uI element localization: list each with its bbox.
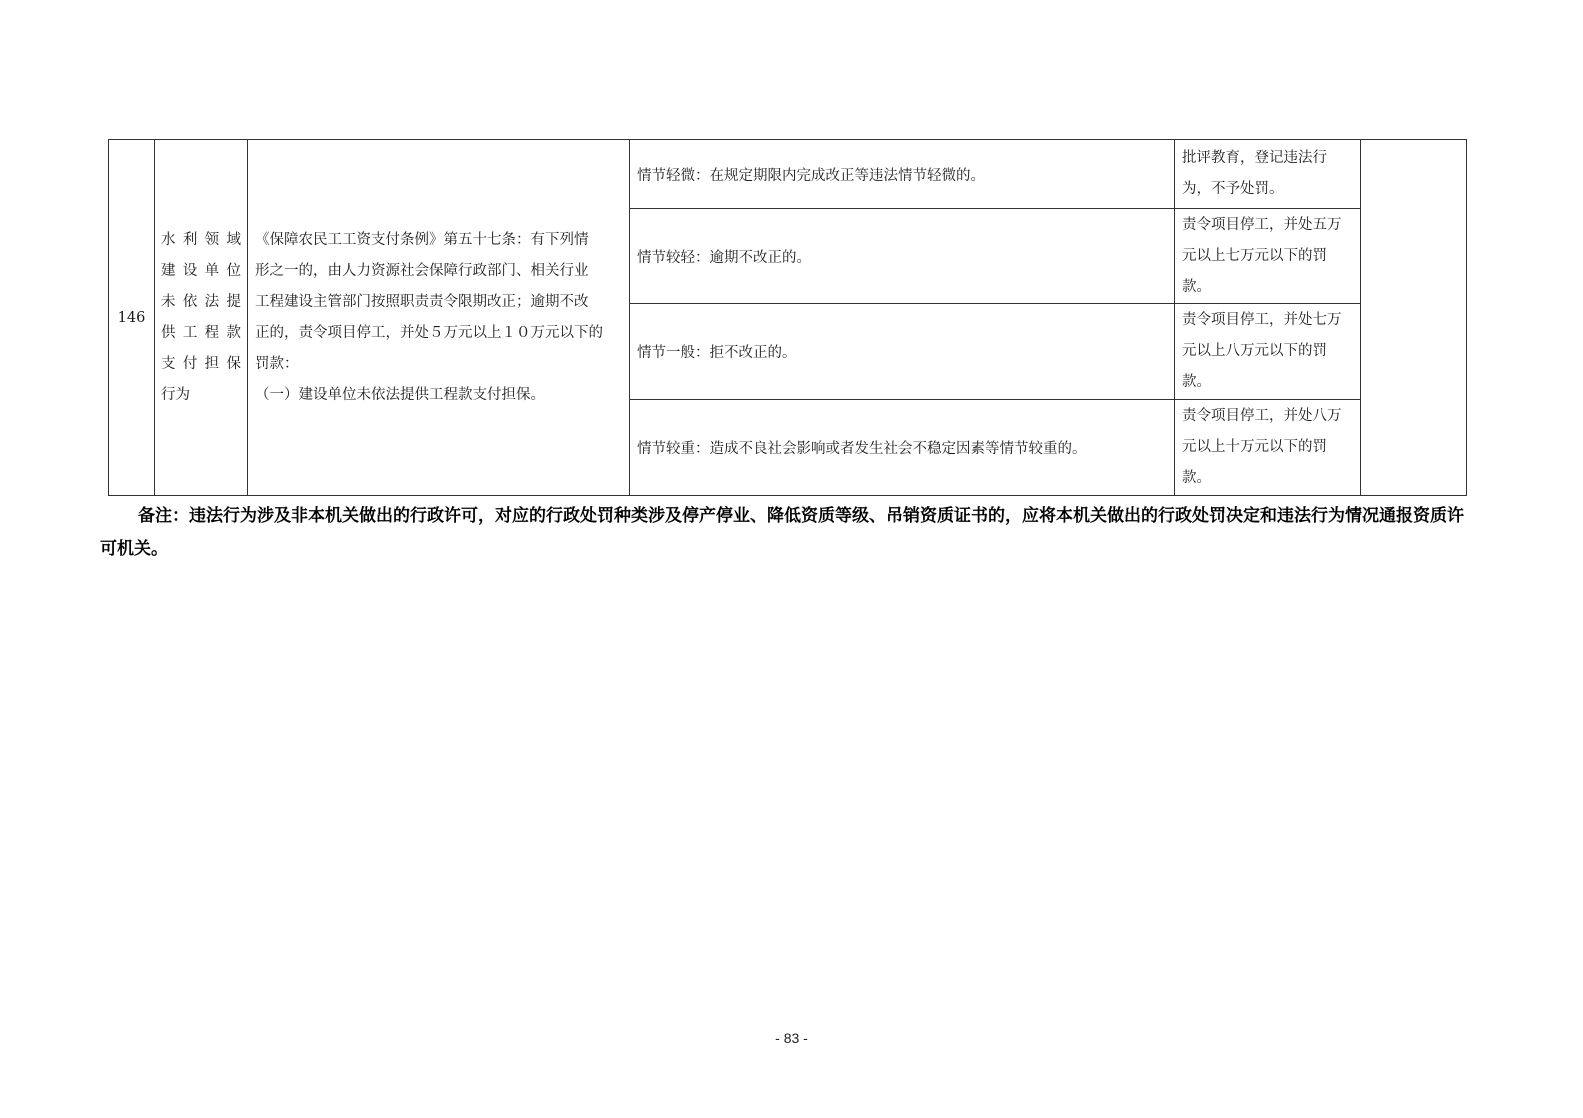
penalty-line: 元以上十万元以下的罚 [1182, 439, 1327, 455]
table-row [109, 140, 1467, 209]
penalty-line: 责令项目停工，并处八万 [1182, 408, 1342, 424]
legal-basis-line: 形之一的，由人力资源社会保障行政部门、相关行业 [255, 262, 589, 279]
penalty-line: 批评教育，登记违法行 [1182, 150, 1327, 166]
violation-item-line: 未依法提 [161, 293, 241, 310]
violation-item-line: 行为 [161, 386, 190, 403]
violation-item-line: 水利领域 [161, 231, 241, 248]
legal-basis-line: 罚款： [255, 355, 299, 372]
violation-item [155, 140, 248, 496]
violation-item-line: 建设单位 [161, 262, 241, 279]
penalty-line: 为，不予处罚。 [1182, 181, 1284, 197]
remark-note: 备注：违法行为涉及非本机关做出的行政许可，对应的行政处罚种类涉及停产停业、降低资质等级、吊销资质证书的，应将本机关做出的行政处罚决定和违法行为情况通报资质许可机关。 [100, 506, 1464, 559]
violation-item-line: 供工程款 [161, 324, 241, 341]
legal-basis-line: （一）建设单位未依法提供工程款支付担保。 [255, 386, 545, 403]
row-number: 146 [109, 140, 155, 496]
circumstance-cell: 情节较重：造成不良社会影响或者发生社会不稳定因素等情节较重的。 [630, 400, 1175, 496]
penalty-cell [1175, 209, 1361, 304]
blank-column-cell [1361, 140, 1467, 496]
penalty-standards-table [108, 139, 1467, 496]
penalty-line: 款。 [1182, 278, 1211, 295]
penalty-line: 元以上七万元以下的罚 [1182, 247, 1327, 264]
legal-basis-line: 工程建设主管部门按照职责责令限期改正；逾期不改 [255, 293, 589, 310]
violation-item-line: 支付担保 [161, 355, 241, 372]
page-number: - 83 - [775, 1030, 808, 1046]
penalty-line: 款。 [1182, 470, 1211, 486]
penalty-cell [1175, 304, 1361, 400]
legal-basis [248, 140, 630, 496]
penalty-line: 款。 [1182, 374, 1211, 390]
circumstance-cell: 情节轻微：在规定期限内完成改正等违法情节轻微的。 [630, 140, 1175, 209]
circumstance-cell: 情节较轻：逾期不改正的。 [630, 209, 1175, 304]
legal-basis-line: 《保障农民工工资支付条例》第五十七条：有下列情 [255, 231, 589, 248]
penalty-cell [1175, 400, 1361, 496]
penalty-line: 责令项目停工，并处七万 [1182, 312, 1342, 328]
circumstance-cell: 情节一般：拒不改正的。 [630, 304, 1175, 400]
penalty-line: 责令项目停工，并处五万 [1182, 216, 1342, 233]
penalty-cell [1175, 140, 1361, 209]
penalty-line: 元以上八万元以下的罚 [1182, 343, 1327, 359]
legal-basis-line: 正的，责令项目停工，并处５万元以上１０万元以下的 [255, 324, 603, 341]
